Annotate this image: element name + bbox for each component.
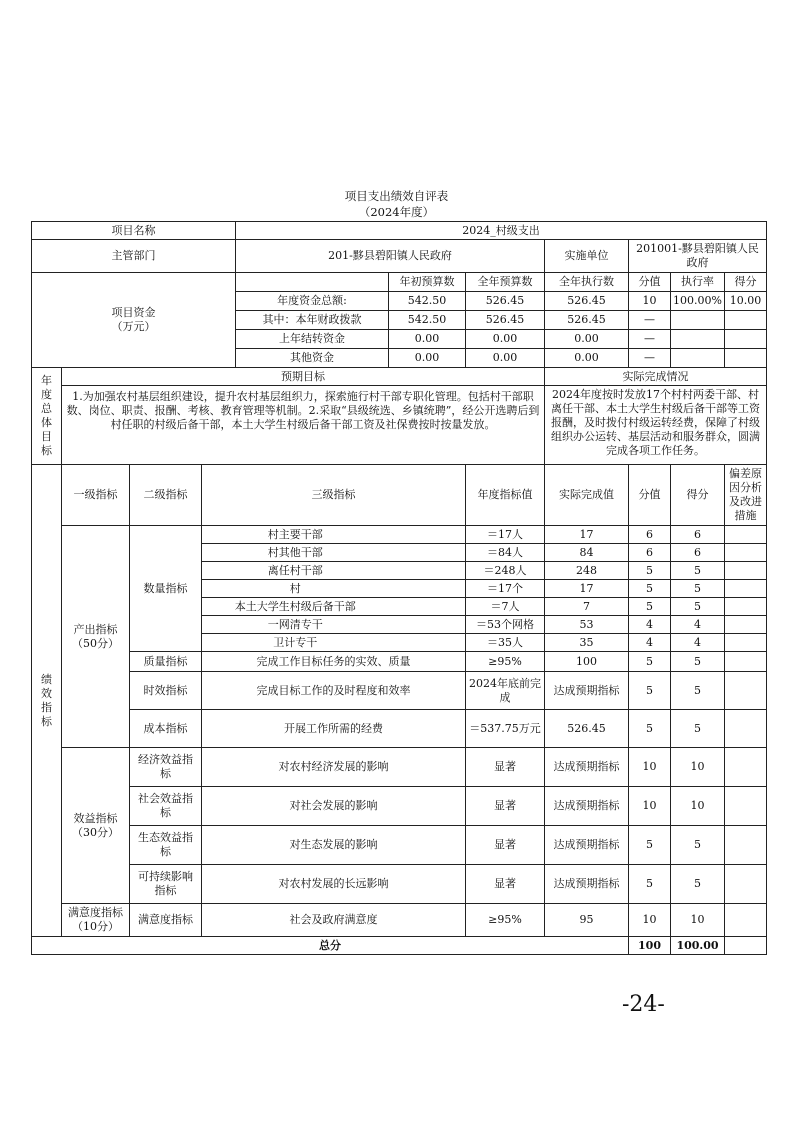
indicator-score: 5 — [671, 580, 725, 598]
satisfaction-actual: 95 — [545, 904, 629, 937]
indicator-target: ＝53个网格 — [466, 616, 545, 634]
funds-row-initial: 542.50 — [389, 292, 466, 311]
benefit-deviation — [725, 865, 767, 904]
funds-row-annual: 0.00 — [466, 330, 545, 349]
indicator-actual: 35 — [545, 634, 629, 652]
actual-header: 实际完成值 — [545, 465, 629, 526]
indicator-spacer — [389, 616, 466, 634]
satisfaction-target: ≥95% — [466, 904, 545, 937]
indicator-name: 本土大学生村级后备干部 — [202, 598, 389, 616]
level2-header: 二级指标 — [130, 465, 202, 526]
indicator-score: 4 — [671, 634, 725, 652]
benefit-name: 对农村经济发展的影响 — [202, 748, 466, 787]
quality-row — [32, 652, 767, 672]
funds-row-annual: 0.00 — [466, 349, 545, 368]
funds-row-value: — — [629, 349, 671, 368]
actual-completion-label: 实际完成情况 — [545, 368, 767, 386]
cost-actual: 526.45 — [545, 710, 629, 748]
indicator-spacer — [389, 634, 466, 652]
indicator-value: 4 — [629, 616, 671, 634]
funds-row-label: 其中：本年财政拨款 — [236, 311, 389, 330]
funds-row-score — [725, 349, 767, 368]
indicator-value: 5 — [629, 598, 671, 616]
value-header: 分值 — [629, 465, 671, 526]
indicator-value: 6 — [629, 544, 671, 562]
indicator-score: 5 — [671, 562, 725, 580]
benefit-score: 5 — [671, 865, 725, 904]
benefit-name: 对生态发展的影响 — [202, 826, 466, 865]
indicator-name: 一网清专干 — [202, 616, 389, 634]
project-name-label: 项目名称 — [32, 222, 236, 240]
indicator-target: ＝84人 — [466, 544, 545, 562]
indicator-spacer — [389, 526, 466, 544]
timeliness-target: 2024年底前完成 — [466, 672, 545, 710]
indicator-spacer — [389, 562, 466, 580]
indicator-score: 4 — [671, 616, 725, 634]
indicator-actual: 84 — [545, 544, 629, 562]
timeliness-name: 完成目标工作的及时程度和效率 — [202, 672, 466, 710]
indicator-deviation — [725, 562, 767, 580]
target-header: 年度指标值 — [466, 465, 545, 526]
total-deviation — [725, 937, 767, 955]
funds-blank-header — [236, 273, 389, 292]
goal-label: 年度总体目标 — [32, 368, 62, 465]
benefit-row — [32, 826, 767, 865]
funds-row-annual: 526.45 — [466, 311, 545, 330]
funds-row-score — [725, 330, 767, 349]
funds-header-rate: 执行率 — [671, 273, 725, 292]
funds-header-annual: 全年预算数 — [466, 273, 545, 292]
funds-row-score: 10.00 — [725, 292, 767, 311]
quality-deviation — [725, 652, 767, 672]
cost-value: 5 — [629, 710, 671, 748]
funds-header-executed: 全年执行数 — [545, 273, 629, 292]
indicator-spacer — [389, 544, 466, 562]
indicator-score: 5 — [671, 598, 725, 616]
indicator-score: 6 — [671, 544, 725, 562]
benefit-label: 效益指标（30分） — [62, 748, 130, 904]
funds-row-value: — — [629, 330, 671, 349]
quality-value: 5 — [629, 652, 671, 672]
indicator-value: 4 — [629, 634, 671, 652]
indicator-actual: 53 — [545, 616, 629, 634]
benefit-deviation — [725, 787, 767, 826]
timeliness-actual: 达成预期指标 — [545, 672, 629, 710]
funds-row-executed: 0.00 — [545, 330, 629, 349]
funds-row-rate — [671, 349, 725, 368]
satisfaction-label: 满意度指标 — [130, 904, 202, 937]
benefit-score: 10 — [671, 748, 725, 787]
funds-row-executed: 0.00 — [545, 349, 629, 368]
performance-label: 绩效指标 — [32, 465, 62, 937]
quality-label: 质量指标 — [130, 652, 202, 672]
satisfaction-score: 10 — [671, 904, 725, 937]
benefit-target: 显著 — [466, 826, 545, 865]
cost-name: 开展工作所需的经费 — [202, 710, 466, 748]
indicator-deviation — [725, 616, 767, 634]
benefit-actual: 达成预期指标 — [545, 826, 629, 865]
benefit-actual: 达成预期指标 — [545, 787, 629, 826]
total-label: 总分 — [32, 937, 629, 955]
dept-value: 201-黟县碧阳镇人民政府 — [236, 240, 545, 273]
deviation-header: 偏差原因分析及改进措施 — [725, 465, 767, 526]
indicator-value: 5 — [629, 580, 671, 598]
page-number: -24- — [622, 992, 665, 1017]
funds-header-value: 分值 — [629, 273, 671, 292]
indicator-value: 6 — [629, 526, 671, 544]
level3-header: 三级指标 — [202, 465, 466, 526]
funds-row-executed: 526.45 — [545, 292, 629, 311]
indicator-target: ＝7人 — [466, 598, 545, 616]
timeliness-row — [32, 672, 767, 710]
satisfaction-name: 社会及政府满意度 — [202, 904, 466, 937]
indicator-name: 卫计专干 — [202, 634, 389, 652]
benefit-target: 显著 — [466, 865, 545, 904]
indicator-target: ＝35人 — [466, 634, 545, 652]
indicator-value: 5 — [629, 562, 671, 580]
benefit-row — [32, 787, 767, 826]
funds-row-value: — — [629, 311, 671, 330]
benefit-value: 10 — [629, 787, 671, 826]
total-score: 100.00 — [671, 937, 725, 955]
output-label: 产出指标（50分） — [62, 526, 130, 748]
funds-header-initial: 年初预算数 — [389, 273, 466, 292]
funds-header-row — [32, 273, 767, 292]
dept-label: 主管部门 — [32, 240, 236, 273]
indicator-name: 村 — [202, 580, 389, 598]
goal-header-row — [32, 368, 767, 386]
level1-header: 一级指标 — [62, 465, 130, 526]
funds-row-initial: 0.00 — [389, 349, 466, 368]
benefit-score: 10 — [671, 787, 725, 826]
benefit-sub-label: 生态效益指标 — [130, 826, 202, 865]
funds-row-score — [725, 311, 767, 330]
funds-row-value: 10 — [629, 292, 671, 311]
funds-row-initial: 0.00 — [389, 330, 466, 349]
indicator-spacer — [389, 598, 466, 616]
doc-subtitle: （2024年度） — [358, 205, 435, 219]
indicator-score: 6 — [671, 526, 725, 544]
project-name-row — [32, 222, 767, 240]
quality-score: 5 — [671, 652, 725, 672]
funds-row-rate: 100.00% — [671, 292, 725, 311]
benefit-value: 10 — [629, 748, 671, 787]
indicator-actual: 17 — [545, 526, 629, 544]
benefit-target: 显著 — [466, 748, 545, 787]
benefit-row — [32, 865, 767, 904]
indicator-spacer — [389, 580, 466, 598]
benefit-actual: 达成预期指标 — [545, 748, 629, 787]
self-evaluation-table — [31, 221, 767, 955]
timeliness-label: 时效指标 — [130, 672, 202, 710]
benefit-sub-label: 经济效益指标 — [130, 748, 202, 787]
funds-row-annual: 526.45 — [466, 292, 545, 311]
indicator-row — [32, 526, 767, 544]
indicator-deviation — [725, 580, 767, 598]
benefit-value: 5 — [629, 826, 671, 865]
impl-label: 实施单位 — [545, 240, 629, 273]
indicator-deviation — [725, 526, 767, 544]
cost-deviation — [725, 710, 767, 748]
quality-target: ≥95% — [466, 652, 545, 672]
cost-label: 成本指标 — [130, 710, 202, 748]
satisfaction-level1: 满意度指标（10分） — [62, 904, 130, 937]
benefit-score: 5 — [671, 826, 725, 865]
cost-score: 5 — [671, 710, 725, 748]
doc-title: 项目支出绩效自评表 — [344, 189, 449, 203]
indicator-target: ＝17个 — [466, 580, 545, 598]
cost-target: ＝537.75万元 — [466, 710, 545, 748]
indicator-deviation — [725, 544, 767, 562]
funds-row-label: 其他资金 — [236, 349, 389, 368]
expected-goal-label: 预期目标 — [62, 368, 545, 386]
satisfaction-row — [32, 904, 767, 937]
total-value: 100 — [629, 937, 671, 955]
indicator-target: ＝248人 — [466, 562, 545, 580]
total-row — [32, 937, 767, 955]
benefit-value: 5 — [629, 865, 671, 904]
indicator-actual: 7 — [545, 598, 629, 616]
impl-value: 201001-黟县碧阳镇人民政府 — [629, 240, 767, 273]
indicator-name: 离任村干部 — [202, 562, 389, 580]
funds-row-label: 年度资金总额: — [236, 292, 389, 311]
cost-row — [32, 710, 767, 748]
funds-row-label: 上年结转资金 — [236, 330, 389, 349]
satisfaction-deviation — [725, 904, 767, 937]
expected-goal-text: 1.为加强农村基层组织建设，提升农村基层组织力，探索施行村干部专职化管理。包括村干部职数、岗位、职责、报酬、考核、教育管理等机制。2.采取“县级统选、乡镇统聘”，经公开选聘后到村任职的村级后备干部，本土大学生村级后备干部工资及社保费按时按量发放。 — [62, 386, 545, 465]
benefit-actual: 达成预期指标 — [545, 865, 629, 904]
indicator-target: ＝17人 — [466, 526, 545, 544]
quality-actual: 100 — [545, 652, 629, 672]
indicator-name: 村主要干部 — [202, 526, 389, 544]
benefit-sub-label: 社会效益指标 — [130, 787, 202, 826]
funds-header-score: 得分 — [725, 273, 767, 292]
quality-name: 完成工作目标任务的实效、质量 — [202, 652, 466, 672]
benefit-target: 显著 — [466, 787, 545, 826]
timeliness-score: 5 — [671, 672, 725, 710]
indicator-actual: 248 — [545, 562, 629, 580]
goal-content-row — [32, 386, 767, 465]
benefit-name: 对农村发展的长远影响 — [202, 865, 466, 904]
timeliness-value: 5 — [629, 672, 671, 710]
score-header: 得分 — [671, 465, 725, 526]
benefit-name: 对社会发展的影响 — [202, 787, 466, 826]
funds-row-rate — [671, 330, 725, 349]
indicator-deviation — [725, 598, 767, 616]
timeliness-deviation — [725, 672, 767, 710]
indicator-actual: 17 — [545, 580, 629, 598]
funds-row-rate — [671, 311, 725, 330]
actual-completion-text: 2024年度按时发放17个村村两委干部、村离任干部、本土大学生村级后备干部等工资报酬，及时拨付村级运转经费，保障了村级组织办公运转、基层活动和服务群众，圆满完成各项工作任务。 — [545, 386, 767, 465]
department-row — [32, 240, 767, 273]
benefit-deviation — [725, 826, 767, 865]
benefit-deviation — [725, 748, 767, 787]
benefit-row — [32, 748, 767, 787]
indicator-header-row — [32, 465, 767, 526]
indicator-deviation — [725, 634, 767, 652]
project-name-value: 2024_村级支出 — [236, 222, 767, 240]
funds-label: 项目资金（万元） — [32, 273, 236, 368]
funds-row-executed: 526.45 — [545, 311, 629, 330]
quantity-label: 数量指标 — [130, 526, 202, 652]
funds-row-initial: 542.50 — [389, 311, 466, 330]
satisfaction-value: 10 — [629, 904, 671, 937]
benefit-sub-label: 可持续影响指标 — [130, 865, 202, 904]
indicator-name: 村其他干部 — [202, 544, 389, 562]
